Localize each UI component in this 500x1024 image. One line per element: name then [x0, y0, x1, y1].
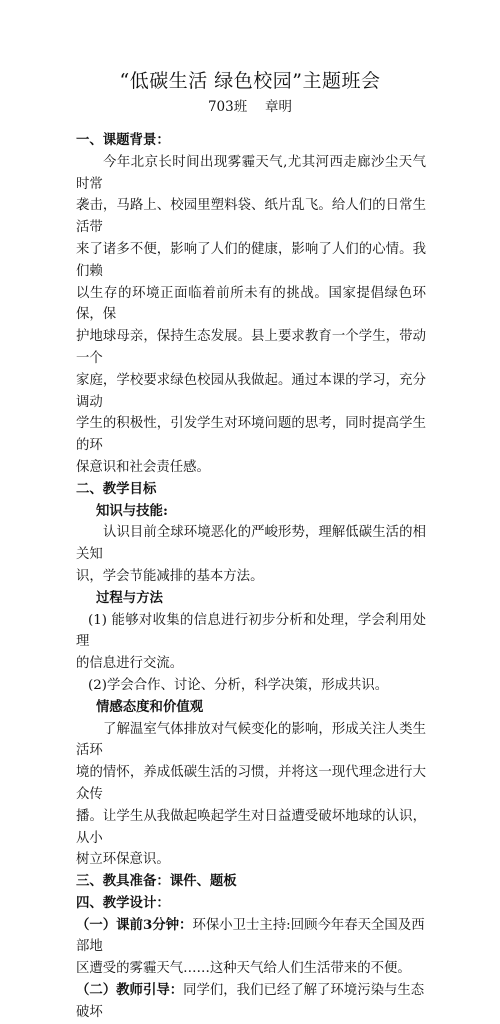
section-heading-materials: 三、教具准备：课件、题板 — [76, 873, 237, 890]
subheading-process: 过程与方法 — [96, 589, 163, 606]
design-step-1-label: （一）课前3分钟： — [76, 916, 193, 933]
design-step-2-text: 同学们，我们已经了解了环境污染与生态破坏 — [76, 983, 425, 1020]
design-step-1-text: 环保小卫士主持:回顾今年春天全国及西部地 区遭受的雾霾天气……这种天气给人们生活带来的不便。 — [76, 917, 425, 977]
background-paragraph: 今年北京长时间出现雾霾天气,尤其河西走廊沙尘天气时常 袭击，马路上、校园里塑料袋、纸片乱飞。给人们的日常生活带 来了诸多不便，影响了人们的健康，影响了人们的心情。我们赖 以生存的环境正面临着前所未有的挑战。国家提倡绿色环保，保 护地球母亲，保持生态发展。县上要求教育一个学生，带动一个 家庭，学校要求绿色校园从我做起。通过本课的学习，充分调动 学生的积极性，引发学生对环境问题的思考，同时提高学生的环 保意识和社会责任感。 — [76, 154, 426, 475]
process-item-2: (2)学会合作、讨论、分析，科学决策，形成共识。 — [88, 677, 389, 693]
section-heading-background: 一、课题背景： — [76, 132, 170, 148]
process-item-1: (1) 能够对收集的信息进行初步分析和处理，学会利用处理 的信息进行交流。 — [76, 612, 426, 672]
design-step-2 — [76, 980, 426, 1024]
document-body — [76, 130, 426, 1024]
attitude-paragraph: 了解温室气体排放对气候变化的影响，形成关注人类生活环 境的情怀，养成低碳生活的习惯，并将这一现代理念进行大众传 播。让学生从我做起唤起学生对日益遭受破坏地球的认识，从小 树立环保意识。 — [76, 721, 426, 868]
design-step-1 — [76, 915, 426, 980]
knowledge-paragraph: 认识目前全球环境恶化的严峻形势，理解低碳生活的相关知 识，学会节能减排的基本方法。 — [76, 525, 426, 584]
document-title: “低碳生活 绿色校园”主题班会 — [119, 70, 381, 92]
subheading-knowledge: 知识与技能: — [96, 502, 168, 519]
design-step-2-label: （二）教师引导： — [76, 982, 184, 999]
subheading-attitude: 情感态度和价值观 — [96, 698, 204, 715]
document-subtitle: 703班 章明 — [207, 99, 293, 115]
section-heading-goals: 二、教学目标 — [76, 480, 157, 497]
section-heading-design: 四、教学设计： — [76, 894, 170, 911]
